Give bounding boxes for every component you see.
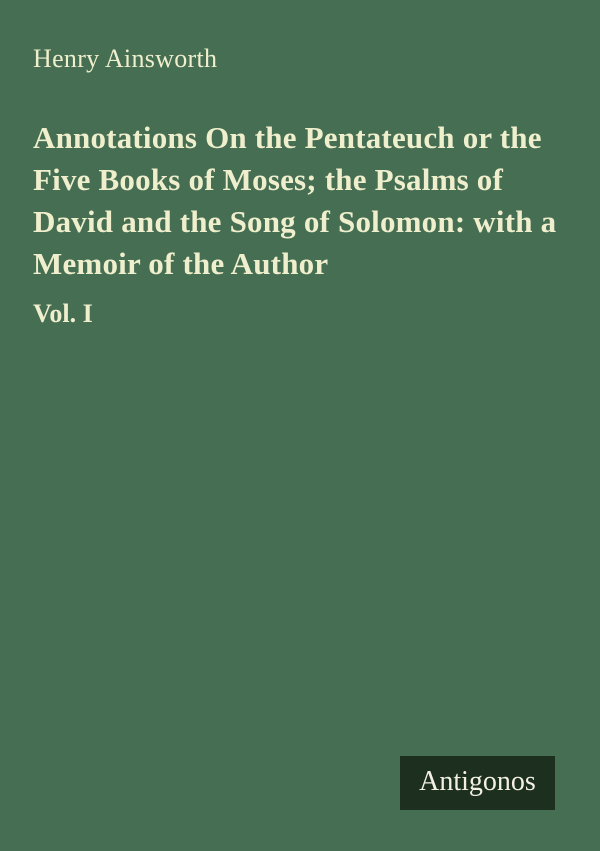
volume-label: Vol. I: [33, 299, 93, 328]
title-line: Annotations On the Pentateuch or the: [33, 120, 542, 155]
publisher-badge: [400, 756, 555, 810]
title-line: David and the Song of Solomon: with a: [33, 204, 557, 239]
publisher-name: Antigonos: [419, 766, 536, 797]
book-title: [33, 117, 573, 285]
title-line: Memoir of the Author: [33, 246, 329, 281]
title-line: Five Books of Moses; the Psalms of: [33, 162, 504, 197]
author-name: Henry Ainsworth: [33, 44, 218, 73]
